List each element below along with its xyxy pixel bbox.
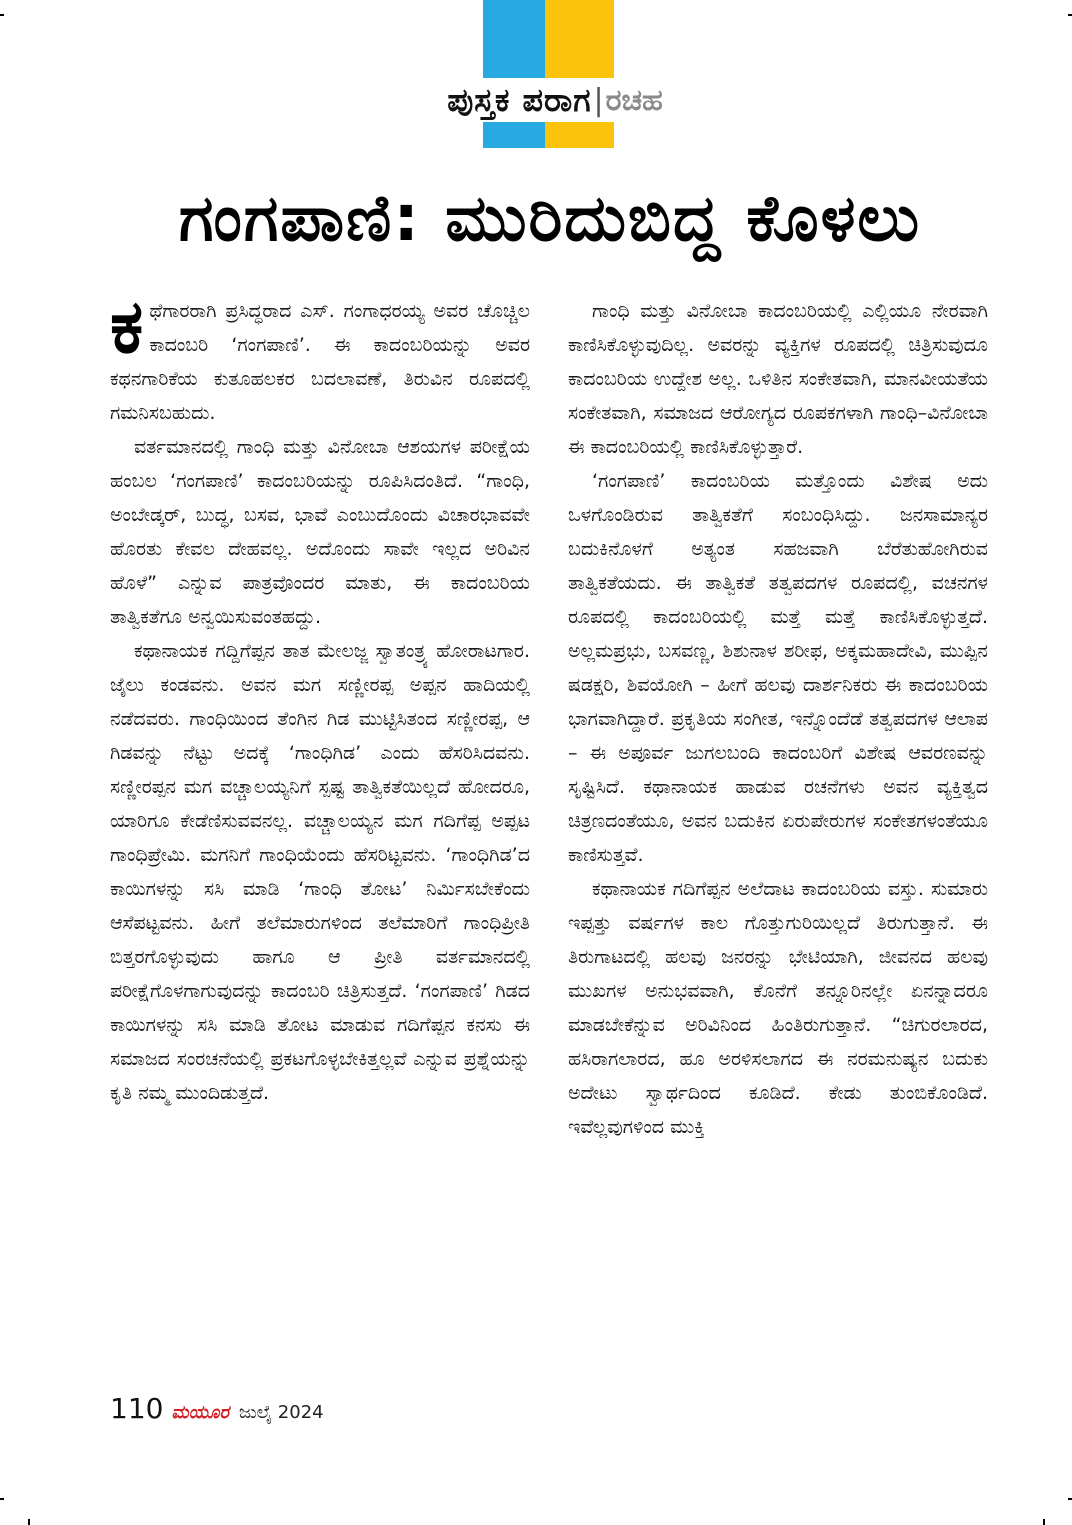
article-paragraph: ‘ಗಂಗಪಾಣಿ’ ಕಾದಂಬರಿಯ ಮತ್ತೊಂದು ವಿಶೇಷ ಅದು ಒಳಗೊಂಡಿರುವ ತಾತ್ವಿಕತೆಗೆ ಸಂಬಂಧಿಸಿದ್ದು. ಜನಸಾಮಾನ್ಯರ ಬದುಕಿನೊಳಗೆ ಅತ್ಯಂತ ಸಹಜವಾಗಿ ಬೆರೆತುಹೋಗಿರುವ ತಾತ್ವಿಕತೆಯದು. ಈ ತಾತ್ವಿಕತೆ ತತ್ವಪದಗಳ ರೂಪದಲ್ಲಿ, ವಚನಗಳ ರೂಪದಲ್ಲಿ ಕಾದಂಬರಿಯಲ್ಲಿ ಮತ್ತೆ ಮತ್ತೆ ಕಾಣಿಸಿಕೊಳ್ಳುತ್ತದೆ. ಅಲ್ಲಮಪ್ರಭು, ಬಸವಣ್ಣ, ಶಿಶುನಾಳ ಶರೀಫ, ಅಕ್ಕಮಹಾದೇವಿ, ಮುಪ್ಪಿನ ಷಡಕ್ಷರಿ, ಶಿವಯೋಗಿ – ಹೀಗೆ ಹಲವು ದಾರ್ಶನಿಕರು ಈ ಕಾದಂಬರಿಯ ಭಾಗವಾಗಿದ್ದಾರೆ. ಪ್ರಕೃತಿಯ ಸಂಗೀತ, ಇನ್ನೊಂದೆಡೆ ತತ್ವಪದಗಳ ಆಲಾಪ – ಈ ಅಪೂರ್ವ ಜುಗಲಬಂದಿ ಕಾದಂಬರಿಗೆ ವಿಶೇಷ ಆವರಣವನ್ನು ಸೃಷ್ಟಿಸಿದೆ. ಕಥಾನಾಯಕ ಹಾಡುವ ರಚನೆಗಳು ಅವನ ವ್ಯಕ್ತಿತ್ವದ ಚಿತ್ರಣದಂತೆಯೂ, ಅವನ ಬದುಕಿನ ಏರುಪೇರುಗಳ ಸಂಕೇತಗಳಂತೆಯೂ ಕಾಣಿಸುತ್ತವೆ. — [568, 470, 988, 866]
section-separator: | — [593, 82, 604, 118]
logo-blue-bar — [483, 0, 545, 148]
article-column-right — [568, 294, 988, 1144]
page-number: 110 — [110, 1392, 164, 1425]
crop-mark — [1043, 1519, 1045, 1525]
article-paragraph: ಕಥಾನಾಯಕ ಗದಿಗೆಪ್ಪನ ಅಲೆದಾಟ ಕಾದಂಬರಿಯ ವಸ್ತು. ಸುಮಾರು ಇಪ್ಪತ್ತು ವರ್ಷಗಳ ಕಾಲ ಗೊತ್ತುಗುರಿಯಿಲ್ಲದೆ ತಿರುಗುತ್ತಾನೆ. ಈ ತಿರುಗಾಟದಲ್ಲಿ ಹಲವು ಜನರನ್ನು ಭೇಟಿಯಾಗಿ, ಜೀವನದ ಹಲವು ಮುಖಗಳ ಅನುಭವವಾಗಿ, ಕೊನೆಗೆ ತನ್ನೂರಿನಲ್ಲೇ ಏನನ್ನಾದರೂ ಮಾಡಬೇಕೆನ್ನುವ ಅರಿವಿನಿಂದ ಹಿಂತಿರುಗುತ್ತಾನೆ. “ಚಿಗುರಲಾರದ, ಹಸಿರಾಗಲಾರದ, ಹೂ ಅರಳಿಸಲಾಗದ ಈ ನರಮನುಷ್ಯನ ಬದುಕು ಅದೇಟು ಸ್ವಾರ್ಥದಿಂದ ಕೂಡಿದೆ. ಕೇಡು ತುಂಬಿಕೊಂಡಿದೆ. ಇವೆಲ್ಲವುಗಳಿಂದ ಮುಕ್ತಿ — [568, 878, 988, 1138]
page-footer — [110, 1392, 324, 1425]
drop-cap: ಕ — [110, 284, 144, 370]
section-banner — [410, 78, 700, 122]
logo-yellow-bar — [545, 0, 614, 148]
crop-mark — [28, 1519, 30, 1525]
article-paragraph: ಕಥಾನಾಯಕ ಗದ್ದಿಗೆಪ್ಪನ ತಾತ ಮೇಲಜ್ಜ ಸ್ವಾತಂತ್ರ್ಯ ಹೋರಾಟಗಾರ. ಜೈಲು ಕಂಡವನು. ಅವನ ಮಗ ಸಣ್ಣೀರಪ್ಪ ಅಪ್ಪನ ಹಾದಿಯಲ್ಲಿ ನಡೆದವರು. ಗಾಂಧಿಯಿಂದ ತೆಂಗಿನ ಗಿಡ ಮುಟ್ಟಿಸಿತಂದ ಸಣ್ಣೀರಪ್ಪ, ಆ ಗಿಡವನ್ನು ನೆಟ್ಟು ಅದಕ್ಕೆ ‘ಗಾಂಧಿಗಿಡ’ ಎಂದು ಹೆಸರಿಸಿದವನು. ಸಣ್ಣೀರಪ್ಪನ ಮಗ ವಚ್ಚಾಲಯ್ಯನಿಗೆ ಸ್ಪಷ್ಟ ತಾತ್ವಿಕತೆಯಿಲ್ಲದೆ ಹೋದರೂ, ಯಾರಿಗೂ ಕೇಡೆಣಿಸುವವನಲ್ಲ. ವಚ್ಚಾಲಯ್ಯನ ಮಗ ಗದಿಗೆಪ್ಪ ಅಪ್ಪಟ ಗಾಂಧಿಪ್ರೇಮಿ. ಮಗನಿಗೆ ಗಾಂಧಿಯೆಂದು ಹೆಸರಿಟ್ಟವನು. ‘ಗಾಂಧಿಗಿಡ’ದ ಕಾಯಿಗಳನ್ನು ಸಸಿ ಮಾಡಿ ‘ಗಾಂಧಿ ತೋಟ’ ನಿರ್ಮಿಸಬೇಕೆಂದು ಆಸೆಪಟ್ಟವನು. ಹೀಗೆ ತಲೆಮಾರುಗಳಿಂದ ತಲೆಮಾರಿಗೆ ಗಾಂಧಿಪ್ರೀತಿ ಬಿತ್ತರಗೊಳ್ಳುವುದು ಹಾಗೂ ಆ ಪ್ರೀತಿ ವರ್ತಮಾನದಲ್ಲಿ ಪರೀಕ್ಷೆಗೊಳಗಾಗುವುದನ್ನು ಕಾದಂಬರಿ ಚಿತ್ರಿಸುತ್ತದೆ. ‘ಗಂಗಪಾಣಿ’ ಗಿಡದ ಕಾಯಿಗಳನ್ನು ಸಸಿ ಮಾಡಿ ತೋಟ ಮಾಡುವ ಗದಿಗೆಪ್ಪನ ಕನಸು ಈ ಸಮಾಜದ ಸಂರಚನೆಯಲ್ಲಿ ಪ್ರಕಟಗೊಳ್ಳಬೇಕಿತ್ತಲ್ಲವೆ ಎನ್ನುವ ಪ್ರಶ್ನೆಯನ್ನು ಕೃತಿ ನಮ್ಮ ಮುಂದಿಡುತ್ತದೆ. — [110, 640, 530, 1104]
crop-mark — [0, 14, 4, 16]
section-logo-block — [483, 0, 614, 148]
issue-date: ಜುಲೈ 2024 — [238, 1402, 324, 1423]
magazine-name: ಮಯೂರ — [171, 1402, 229, 1423]
section-subtitle: ರಚಹ — [605, 82, 663, 118]
crop-mark — [1068, 14, 1072, 16]
crop-mark — [0, 1498, 4, 1500]
article-paragraph — [110, 284, 530, 430]
article-paragraph: ವರ್ತಮಾನದಲ್ಲಿ ಗಾಂಧಿ ಮತ್ತು ವಿನೋಬಾ ಆಶಯಗಳ ಪರೀಕ್ಷೆಯ ಹಂಬಲ ‘ಗಂಗಪಾಣಿ’ ಕಾದಂಬರಿಯನ್ನು ರೂಪಿಸಿದಂತಿದೆ. “ಗಾಂಧಿ, ಅಂಬೇಡ್ಕರ್, ಬುದ್ಧ, ಬಸವ, ಭಾವೆ ಎಂಬುದೊಂದು ವಿಚಾರಭಾವವೇ ಹೊರತು ಕೇವಲ ದೇಹವಲ್ಲ. ಅದೊಂದು ಸಾವೇ ಇಲ್ಲದ ಅರಿವಿನ ಹೊಳೆ” ಎನ್ನುವ ಪಾತ್ರವೊಂದರ ಮಾತು, ಈ ಕಾದಂಬರಿಯ ತಾತ್ವಿಕತೆಗೂ ಅನ್ವಯಿಸುವಂತಹದ್ದು. — [110, 436, 530, 628]
article-column-left — [110, 284, 530, 1110]
paragraph-text: ಥೆಗಾರರಾಗಿ ಪ್ರಸಿದ್ಧರಾದ ಎಸ್. ಗಂಗಾಧರಯ್ಯ ಅವರ ಚೊಚ್ಚಿಲ ಕಾದಂಬರಿ ‘ಗಂಗಪಾಣಿ’. ಈ ಕಾದಂಬರಿಯನ್ನು ಅವರ ಕಥನಗಾರಿಕೆಯ ಕುತೂಹಲಕರ ಬದಲಾವಣೆ, ತಿರುವಿನ ರೂಪದಲ್ಲಿ ಗಮನಿಸಬಹುದು. — [110, 300, 530, 424]
article-paragraph: ಗಾಂಧಿ ಮತ್ತು ವಿನೋಬಾ ಕಾದಂಬರಿಯಲ್ಲಿ ಎಲ್ಲಿಯೂ ನೇರವಾಗಿ ಕಾಣಿಸಿಕೊಳ್ಳುವುದಿಲ್ಲ. ಅವರನ್ನು ವ್ಯಕ್ತಿಗಳ ರೂಪದಲ್ಲಿ ಚಿತ್ರಿಸುವುದೂ ಕಾದಂಬರಿಯ ಉದ್ದೇಶ ಅಲ್ಲ. ಒಳಿತಿನ ಸಂಕೇತವಾಗಿ, ಮಾನವೀಯತೆಯ ಸಂಕೇತವಾಗಿ, ಸಮಾಜದ ಆರೋಗ್ಯದ ರೂಪಕಗಳಾಗಿ ಗಾಂಧಿ–ವಿನೋಬಾ ಈ ಕಾದಂಬರಿಯಲ್ಲಿ ಕಾಣಿಸಿಕೊಳ್ಳುತ್ತಾರೆ. — [568, 300, 988, 458]
article-headline: ಗಂಗಪಾಣಿ: ಮುರಿದುಬಿದ್ದ ಕೊಳಲು — [178, 182, 922, 256]
crop-mark — [1068, 1498, 1072, 1500]
section-title: ಪುಸ್ತಕ ಪರಾಗ — [447, 80, 592, 119]
